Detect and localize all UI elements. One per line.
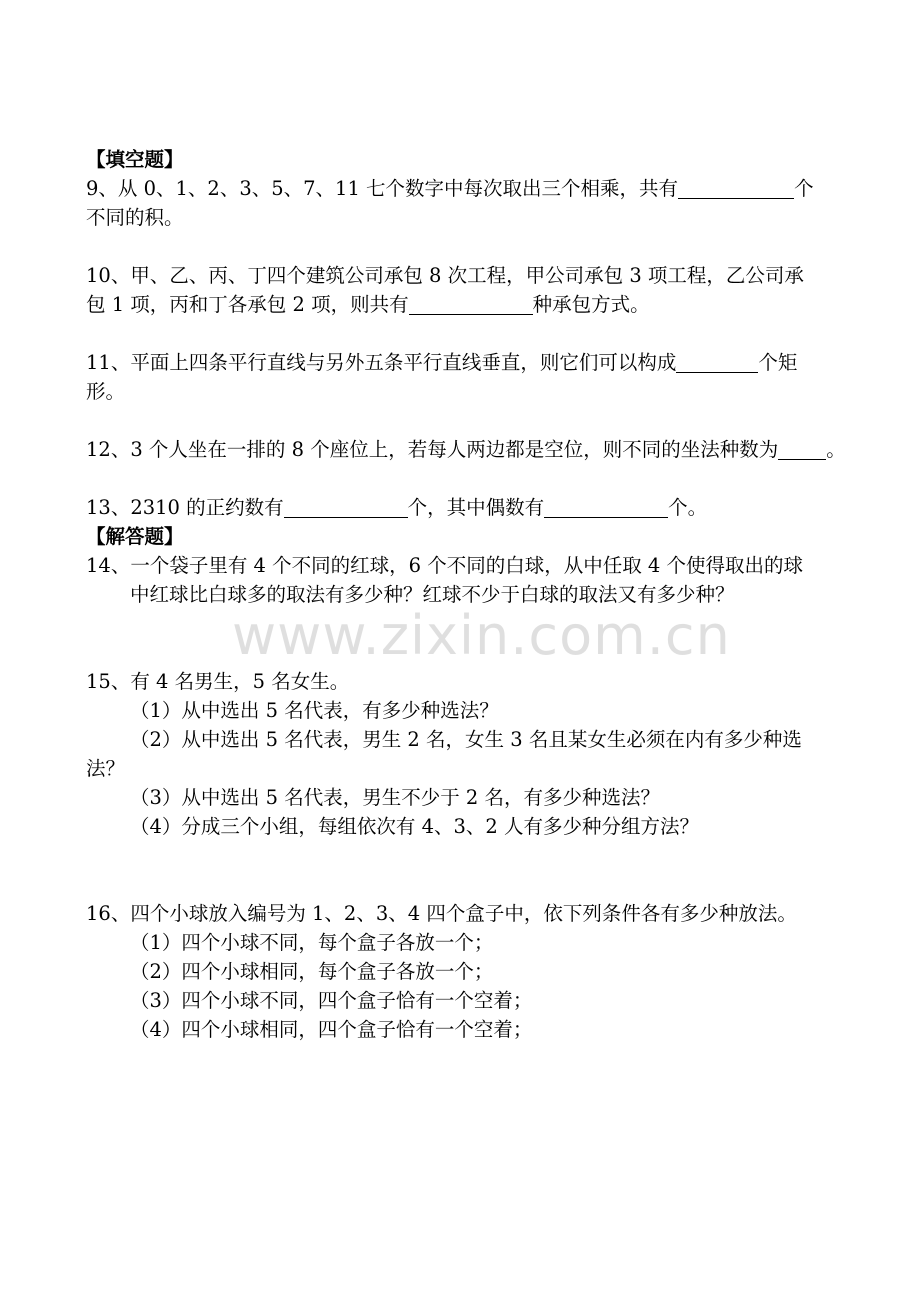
question-12-answer-blank xyxy=(778,437,826,460)
question-11-answer-blank xyxy=(676,350,758,373)
question-16-part-1: （1）四个小球不同，每个盒子各放一个； xyxy=(130,931,494,954)
question-10-answer-blank xyxy=(409,292,533,315)
question-16-part-2: （2）四个小球相同，每个盒子各放一个； xyxy=(130,960,494,983)
question-13-answer-blank-2 xyxy=(544,495,668,518)
question-15-stem: 15、有 4 名男生，5 名女生。 xyxy=(86,670,350,693)
question-15-part-2: （2）从中选出 5 名代表，男生 2 名，女生 3 名且某女生必须在内有多少种选 xyxy=(130,728,802,751)
answer-section-heading: 【解答题】 xyxy=(86,525,184,548)
question-15-part-1: （1）从中选出 5 名代表，有多少种选法？ xyxy=(130,699,499,722)
fill-in-section-heading: 【填空题】 xyxy=(86,148,184,171)
question-11-line-1 xyxy=(86,348,886,377)
question-16-stem: 16、四个小球放入编号为 1、2、3、4 四个盒子中，依下列条件各有多少种放法。 xyxy=(86,902,797,925)
question-15-part-2-continued: 法？ xyxy=(86,757,126,780)
question-12-line-1 xyxy=(86,435,886,464)
question-9-text-end: 个 xyxy=(794,177,814,200)
question-10-text-end: 种承包方式。 xyxy=(532,293,650,316)
document-page xyxy=(86,145,886,1044)
question-9-text: 9、从 0、1、2、3、5、7、11 七个数字中每次取出三个相乘，共有 xyxy=(86,177,679,200)
question-9-answer-blank xyxy=(678,176,794,199)
question-15-part-3: （3）从中选出 5 名代表，男生不少于 2 名，有多少种选法？ xyxy=(130,786,661,809)
question-13-answer-blank-1 xyxy=(284,495,408,518)
question-11-text: 11、平面上四条平行直线与另外五条平行直线垂直，则它们可以构成 xyxy=(86,351,677,374)
question-13-text-mid: 个，其中偶数有 xyxy=(407,496,545,519)
question-12-text-end: 。 xyxy=(826,438,846,461)
question-15-part-4: （4）分成三个小组，每组依次有 4、3、2 人有多少种分组方法？ xyxy=(130,815,700,838)
question-10-line-1: 10、甲、乙、丙、丁四个建筑公司承包 8 次工程，甲公司承包 3 项工程，乙公司承 xyxy=(86,264,804,287)
question-12-text: 12、3 个人坐在一排的 8 个座位上，若每人两边都是空位，则不同的坐法种数为 xyxy=(86,438,779,461)
question-14-line-2: 中红球比白球多的取法有多少种？红球不少于白球的取法又有多少种？ xyxy=(130,583,735,606)
question-14-line-1: 14、一个袋子里有 4 个不同的红球，6 个不同的白球，从中任取 4 个使得取出的球 xyxy=(86,554,804,577)
question-11-line-2: 形。 xyxy=(86,380,126,403)
question-16-part-3: （3）四个小球不同，四个盒子恰有一个空着； xyxy=(130,989,533,1012)
watermark: www.zixin.com.cn xyxy=(232,604,731,667)
question-10-line-2 xyxy=(86,290,886,319)
question-13-line-1 xyxy=(86,493,886,522)
question-9-line-1 xyxy=(86,174,886,203)
question-16-part-4: （4）四个小球相同，四个盒子恰有一个空着； xyxy=(130,1018,533,1041)
question-13-text: 13、2310 的正约数有 xyxy=(86,496,284,519)
question-9-line-2: 不同的积。 xyxy=(86,206,184,229)
question-11-text-end: 个矩 xyxy=(758,351,798,374)
question-13-text-end: 个。 xyxy=(668,496,708,519)
question-10-text: 包 1 项，丙和丁各承包 2 项，则共有 xyxy=(86,293,409,316)
